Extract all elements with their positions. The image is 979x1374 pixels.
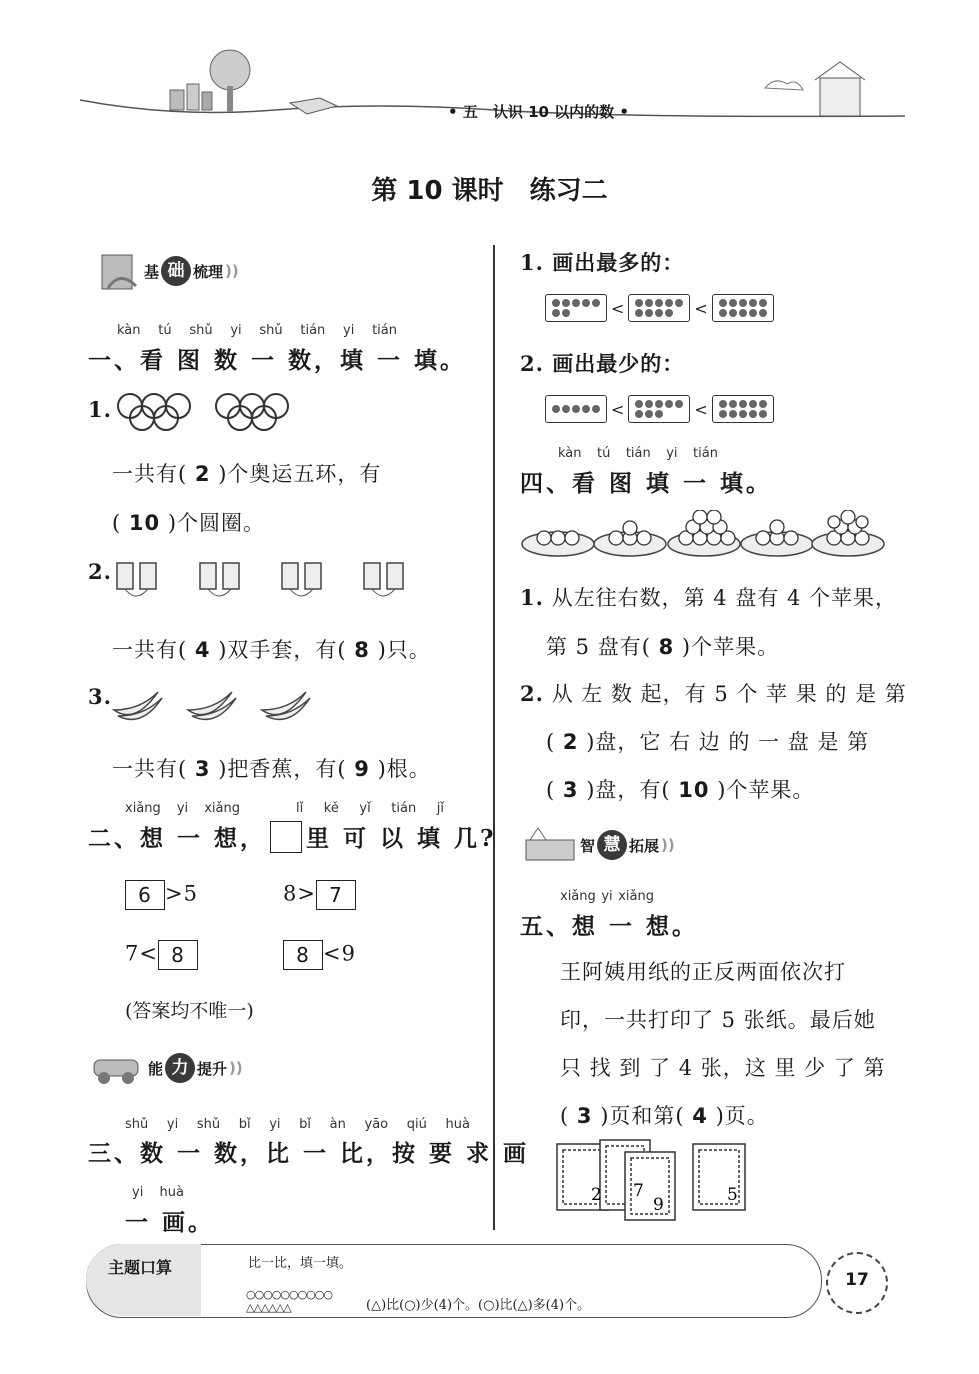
text: )页。 xyxy=(715,1104,769,1128)
section5-pinyin xyxy=(560,889,654,904)
pinyin: yāo xyxy=(364,1117,389,1132)
answer-box: 7 xyxy=(316,880,356,910)
page-number: 17 xyxy=(845,1270,869,1290)
footer-triangles: △△△△△△ xyxy=(246,1301,291,1314)
pinyin: shǔ xyxy=(189,323,213,338)
section3-pinyin2 xyxy=(132,1185,184,1200)
pinyin: yǐ xyxy=(359,801,371,816)
section2-pinyin-b xyxy=(296,801,444,816)
pinyin: xiǎng xyxy=(560,889,596,904)
column-divider xyxy=(493,245,495,1230)
pinyin: bǐ xyxy=(299,1117,312,1132)
q1-number: 1. xyxy=(88,397,112,422)
books-illustration-icon xyxy=(522,826,578,864)
answer: 8 xyxy=(354,638,370,662)
dots-compare-most xyxy=(545,294,774,322)
footer-label: 主题口算 xyxy=(108,1258,173,1277)
s5-line2: 印，一共打印了 5 张纸。最后她 xyxy=(560,1008,876,1032)
pinyin: tián xyxy=(693,446,718,461)
text: 8> xyxy=(283,881,316,906)
text: ( xyxy=(112,511,122,535)
dots-compare-least xyxy=(545,395,774,423)
s4-q2-line1 xyxy=(520,678,907,708)
text: )个圆圈。 xyxy=(167,511,266,535)
apple-plates-icon xyxy=(520,510,885,560)
footer-sentence: (△)比(○)少(4)个。(○)比(△)多(4)个。 xyxy=(366,1298,591,1313)
page-number: 7 xyxy=(633,1181,644,1201)
section1-title: 一、看 图 数 一 数，填 一 填。 xyxy=(88,347,467,374)
s2-note: (答案均不唯一) xyxy=(125,1000,254,1022)
badge-ability: 能 力 提升 )) xyxy=(90,1050,243,1086)
answer: 3 xyxy=(562,778,579,802)
header-unit: 五 xyxy=(462,103,478,121)
car-illustration-icon xyxy=(90,1050,146,1086)
s4-q2-line2 xyxy=(546,726,869,756)
text: 一共有( xyxy=(112,462,188,486)
badge-basic-char1: 基 xyxy=(144,262,160,281)
pinyin: jǐ xyxy=(436,801,444,816)
text: >5 xyxy=(165,881,198,906)
pinyin: tián xyxy=(372,323,397,338)
header-unit-title: 认识 10 以内的数 xyxy=(492,103,615,121)
gloves-icon xyxy=(112,555,442,605)
answer: 4 xyxy=(692,1104,708,1128)
s5-line4 xyxy=(560,1100,769,1130)
answer: 3 xyxy=(194,757,211,781)
pinyin: xiǎng xyxy=(204,801,240,816)
dot-box xyxy=(628,395,690,423)
less-than: < xyxy=(611,399,625,419)
s5-line3: 只 找 到 了 4 张，这 里 少 了 第 xyxy=(560,1056,886,1080)
pinyin: yi xyxy=(166,1117,179,1132)
text: )个苹果。 xyxy=(717,778,815,802)
badge-basic-char3: 梳理 xyxy=(193,262,224,281)
s2-item-1 xyxy=(125,880,198,910)
section3-pinyin xyxy=(125,1117,470,1132)
pinyin: tú xyxy=(597,446,611,461)
s2-item-3 xyxy=(125,940,198,970)
badge-ability-char3: 提升 xyxy=(197,1059,228,1078)
page-title: 第 10 课时 练习二 xyxy=(371,176,608,206)
q1-line2 xyxy=(112,507,265,537)
book-illustration-icon xyxy=(100,250,142,292)
pinyin: kàn xyxy=(117,323,141,338)
pinyin: yi xyxy=(230,323,242,338)
text: )盘，有( xyxy=(586,778,671,802)
dot-box xyxy=(545,294,607,322)
q2-line xyxy=(112,634,431,664)
text: )只。 xyxy=(377,638,431,662)
section3-title: 三、数 一 数，比 一 比，按 要 求 画 xyxy=(88,1140,530,1167)
less-than: < xyxy=(611,298,625,318)
pinyin: xiǎng xyxy=(125,801,161,816)
footer-circles: ○○○○○○○○○○ xyxy=(246,1288,332,1301)
page-number: 5 xyxy=(727,1185,738,1205)
page-number: 2 xyxy=(591,1185,602,1205)
s3-q1: 1. 画出最多的： xyxy=(520,250,685,275)
s5-line1: 王阿姨用纸的正反两面依次打 xyxy=(560,960,846,984)
pinyin: kě xyxy=(323,801,339,816)
text: )个奥运五环，有 xyxy=(218,462,382,486)
text: 一共有( xyxy=(112,638,188,662)
q3-number: 3. xyxy=(88,684,112,709)
printed-pages-icon xyxy=(555,1138,765,1222)
blank-box xyxy=(270,821,302,853)
badge-wisdom-char1: 智 xyxy=(580,836,596,855)
s2-item-4 xyxy=(283,940,356,970)
header-chapter: • 五 认识 10 以内的数 • xyxy=(448,103,629,121)
answer: 8 xyxy=(658,635,675,659)
q1-line1 xyxy=(112,458,381,488)
text: <9 xyxy=(323,941,356,966)
pinyin: yi xyxy=(666,446,678,461)
pinyin: tián xyxy=(391,801,417,816)
less-than: < xyxy=(694,399,708,419)
pinyin: yi xyxy=(343,323,355,338)
dot-box xyxy=(712,395,774,423)
section2-title-a: 二、想 一 想， xyxy=(88,825,267,852)
less-than: < xyxy=(694,298,708,318)
pinyin: tián xyxy=(625,446,651,461)
pinyin: huà xyxy=(445,1117,470,1132)
text: )页和第( xyxy=(600,1104,685,1128)
s4-q2-line3 xyxy=(546,774,814,804)
text: ( xyxy=(546,730,556,754)
pinyin: bǐ xyxy=(238,1117,251,1132)
number: 2. xyxy=(520,681,544,706)
badge-ability-char1: 能 xyxy=(148,1059,164,1078)
text: 第 5 盘有( xyxy=(546,635,651,659)
section2-title-b: 里 可 以 填 几? xyxy=(306,825,497,852)
badge-wisdom-char2: 慧 xyxy=(597,830,627,860)
pinyin: yi xyxy=(601,889,613,904)
text: ( xyxy=(546,778,556,802)
text: )根。 xyxy=(377,757,431,781)
text: 从 左 数 起，有 5 个 苹 果 的 是 第 xyxy=(551,682,907,706)
section3-title2: 一 画。 xyxy=(125,1209,215,1236)
answer-box: 6 xyxy=(125,880,165,910)
dot-box xyxy=(712,294,774,322)
badge-ability-char2: 力 xyxy=(165,1053,195,1083)
pinyin: àn xyxy=(329,1117,346,1132)
answer: 2 xyxy=(562,730,579,754)
section2-title xyxy=(88,820,497,853)
answer: 10 xyxy=(128,511,161,535)
pinyin: yi xyxy=(132,1185,144,1200)
text: )个苹果。 xyxy=(681,635,780,659)
text: )双手套，有( xyxy=(218,638,347,662)
pinyin: shǔ xyxy=(196,1117,221,1132)
pinyin: kàn xyxy=(558,446,582,461)
s4-q1-line1 xyxy=(520,582,897,612)
pinyin: tián xyxy=(300,323,326,338)
s2-item-2 xyxy=(283,880,356,910)
answer-box: 8 xyxy=(158,940,198,970)
bananas-icon xyxy=(110,680,320,728)
badge-wisdom-char3: 拓展 xyxy=(629,836,660,855)
text: 从左往右数，第 4 盘有 4 个苹果， xyxy=(551,586,898,610)
badge-basic: 基 础 梳理 )) xyxy=(100,250,239,292)
s3-q2: 2. 画出最少的： xyxy=(520,351,685,376)
q2-number: 2. xyxy=(88,559,112,584)
badge-basic-char2: 础 xyxy=(161,256,191,286)
section1-pinyin xyxy=(117,323,397,338)
number: 1. xyxy=(520,585,544,610)
section4-title: 四、看 图 填 一 填。 xyxy=(520,470,773,497)
text: )把香蕉，有( xyxy=(218,757,347,781)
olympic-rings-icon xyxy=(112,392,292,436)
dot-box xyxy=(545,395,607,423)
q3-line xyxy=(112,753,431,783)
section5-title: 五、想 一 想。 xyxy=(520,913,699,940)
footer-prompt: 比一比，填一填。 xyxy=(248,1256,353,1271)
dot-box xyxy=(628,294,690,322)
section2-pinyin-a xyxy=(125,801,240,816)
pinyin: xiǎng xyxy=(618,889,654,904)
pinyin: qiú xyxy=(406,1117,427,1132)
text: ( xyxy=(560,1104,570,1128)
answer: 3 xyxy=(576,1104,593,1128)
answer-box: 8 xyxy=(283,940,323,970)
page-number: 9 xyxy=(653,1195,664,1215)
text: 7< xyxy=(125,941,158,966)
pinyin: yi xyxy=(176,801,189,816)
answer: 2 xyxy=(194,462,211,486)
section4-pinyin xyxy=(558,446,718,461)
pinyin: shǔ xyxy=(259,323,283,338)
pinyin: tú xyxy=(158,323,172,338)
answer: 9 xyxy=(354,757,370,781)
pinyin: yi xyxy=(269,1117,281,1132)
pinyin: huà xyxy=(159,1185,184,1200)
text: 一共有( xyxy=(112,757,188,781)
text: )盘，它 右 边 的 一 盘 是 第 xyxy=(586,730,870,754)
s4-q1-line2 xyxy=(546,631,779,661)
answer: 4 xyxy=(194,638,211,662)
answer: 10 xyxy=(678,778,710,802)
pinyin: lǐ xyxy=(296,801,304,816)
badge-wisdom: 智 慧 拓展 )) xyxy=(522,826,675,864)
pinyin: shǔ xyxy=(125,1117,149,1132)
